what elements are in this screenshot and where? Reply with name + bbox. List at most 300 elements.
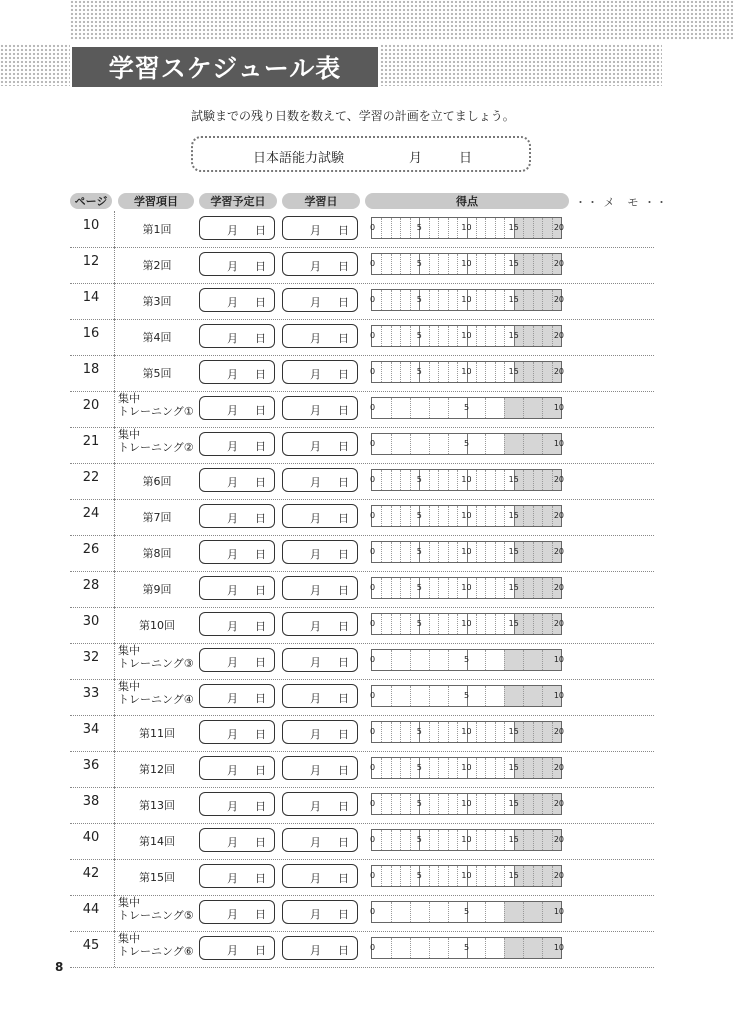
score-tick bbox=[542, 614, 543, 634]
study-date-field[interactable] bbox=[282, 468, 358, 492]
score-tick bbox=[552, 470, 553, 490]
score-tick bbox=[552, 722, 553, 742]
score-tick bbox=[457, 470, 458, 490]
table-row bbox=[0, 283, 733, 319]
score-tick-label: 5 bbox=[416, 259, 422, 268]
study-date-field[interactable] bbox=[282, 252, 358, 276]
table-row bbox=[0, 427, 733, 463]
page-cell: 45 bbox=[82, 938, 100, 953]
score-tick bbox=[438, 218, 439, 238]
score-tick bbox=[429, 326, 430, 346]
study-date-field[interactable] bbox=[282, 684, 358, 708]
score-tick bbox=[476, 614, 477, 634]
row-divider bbox=[114, 391, 115, 427]
planned-date-field[interactable] bbox=[199, 324, 275, 348]
score-tick bbox=[542, 938, 543, 958]
score-tick bbox=[400, 290, 401, 310]
score-tick-label: 15 bbox=[508, 475, 519, 484]
score-scale[interactable] bbox=[371, 793, 562, 815]
score-tick bbox=[429, 578, 430, 598]
memo-field[interactable] bbox=[575, 901, 654, 932]
day-label: 日 bbox=[255, 620, 266, 633]
day-label: 日 bbox=[338, 296, 349, 309]
month-label: 月 bbox=[227, 296, 238, 309]
score-tick bbox=[457, 794, 458, 814]
score-tick bbox=[485, 434, 486, 454]
planned-date-field[interactable] bbox=[199, 756, 275, 780]
planned-date-field[interactable] bbox=[199, 360, 275, 384]
item-cell bbox=[118, 932, 196, 958]
month-label: 月 bbox=[310, 332, 321, 345]
score-scale[interactable] bbox=[371, 397, 562, 419]
score-scale[interactable] bbox=[371, 685, 562, 707]
item-cell bbox=[118, 896, 196, 922]
study-date-field[interactable] bbox=[282, 828, 358, 852]
month-label: 月 bbox=[310, 656, 321, 669]
planned-date-field[interactable] bbox=[199, 936, 275, 960]
study-date-field[interactable] bbox=[282, 792, 358, 816]
score-scale[interactable] bbox=[371, 361, 562, 383]
planned-date-field[interactable] bbox=[199, 252, 275, 276]
item-cell: 第3回 bbox=[142, 295, 172, 308]
score-tick bbox=[542, 326, 543, 346]
study-date-field[interactable] bbox=[282, 288, 358, 312]
score-tick bbox=[533, 362, 534, 382]
score-tick bbox=[429, 722, 430, 742]
score-tick bbox=[410, 650, 411, 670]
score-tick-label: 5 bbox=[463, 907, 470, 916]
score-tick-label: 0 bbox=[370, 547, 376, 556]
score-scale[interactable] bbox=[371, 649, 562, 671]
score-scale[interactable] bbox=[371, 505, 562, 527]
month-label: 月 bbox=[310, 404, 321, 417]
score-tick bbox=[523, 794, 524, 814]
day-label: 日 bbox=[255, 800, 266, 813]
table-row bbox=[0, 247, 733, 283]
day-label: 日 bbox=[338, 368, 349, 381]
memo-field[interactable] bbox=[575, 217, 654, 248]
planned-date-field[interactable] bbox=[199, 720, 275, 744]
score-tick bbox=[533, 794, 534, 814]
score-tick-label: 15 bbox=[508, 547, 519, 556]
study-date-field[interactable] bbox=[282, 540, 358, 564]
score-tick bbox=[457, 866, 458, 886]
score-scale[interactable] bbox=[371, 829, 562, 851]
score-tick-label: 20 bbox=[553, 547, 564, 556]
score-tick bbox=[448, 686, 449, 706]
score-tick-label: 10 bbox=[461, 547, 472, 556]
score-tick bbox=[381, 470, 382, 490]
month-label: 月 bbox=[310, 512, 321, 525]
score-tick bbox=[533, 506, 534, 526]
planned-date-field[interactable] bbox=[199, 540, 275, 564]
day-label: 日 bbox=[338, 800, 349, 813]
page-cell: 16 bbox=[82, 326, 100, 341]
score-tick bbox=[429, 794, 430, 814]
memo-field[interactable] bbox=[575, 829, 654, 860]
study-date-field[interactable] bbox=[282, 612, 358, 636]
score-tick bbox=[485, 326, 486, 346]
score-tick bbox=[523, 218, 524, 238]
score-tick bbox=[504, 614, 505, 634]
score-tick bbox=[410, 326, 411, 346]
score-tick bbox=[533, 578, 534, 598]
memo-field[interactable] bbox=[575, 577, 654, 608]
score-tick bbox=[457, 830, 458, 850]
memo-field[interactable] bbox=[575, 757, 654, 788]
study-date-field[interactable] bbox=[282, 756, 358, 780]
score-tick bbox=[485, 866, 486, 886]
intro-text: 試験までの残り日数を数えて、学習の計画を立てましょう。 bbox=[191, 109, 515, 123]
month-label: 月 bbox=[310, 368, 321, 381]
score-tick bbox=[391, 362, 392, 382]
item-cell: 第4回 bbox=[142, 331, 172, 344]
score-tick bbox=[438, 794, 439, 814]
score-tick-label: 0 bbox=[370, 691, 376, 700]
score-scale[interactable] bbox=[371, 721, 562, 743]
table-row bbox=[0, 571, 733, 607]
score-scale[interactable] bbox=[371, 433, 562, 455]
score-tick bbox=[533, 254, 534, 274]
score-tick-label: 15 bbox=[508, 223, 519, 232]
score-tick bbox=[448, 758, 449, 778]
planned-date-field[interactable] bbox=[199, 648, 275, 672]
score-tick bbox=[410, 866, 411, 886]
score-tick bbox=[542, 758, 543, 778]
planned-date-field[interactable] bbox=[199, 288, 275, 312]
study-date-field[interactable] bbox=[282, 864, 358, 888]
item-cell: 第8回 bbox=[142, 547, 172, 560]
column-header-planned-date: 学習予定日 bbox=[199, 193, 277, 209]
month-label: 月 bbox=[310, 872, 321, 885]
score-tick-label: 0 bbox=[370, 799, 376, 808]
item-line-1: 集中 bbox=[118, 428, 140, 441]
exam-month-label: 月 bbox=[409, 151, 423, 166]
score-tick bbox=[504, 830, 505, 850]
row-divider bbox=[114, 283, 115, 319]
planned-date-field[interactable] bbox=[199, 216, 275, 240]
memo-field[interactable] bbox=[575, 469, 654, 500]
score-tick-label: 10 bbox=[461, 763, 472, 772]
score-tick bbox=[391, 830, 392, 850]
month-label: 月 bbox=[227, 908, 238, 921]
score-scale[interactable] bbox=[371, 253, 562, 275]
month-label: 月 bbox=[227, 548, 238, 561]
score-tick-label: 15 bbox=[508, 871, 519, 880]
score-tick bbox=[429, 614, 430, 634]
score-tick bbox=[429, 434, 430, 454]
score-tick bbox=[400, 758, 401, 778]
score-tick bbox=[523, 542, 524, 562]
memo-field[interactable] bbox=[575, 397, 654, 428]
study-date-field[interactable] bbox=[282, 504, 358, 528]
study-date-field[interactable] bbox=[282, 324, 358, 348]
month-label: 月 bbox=[227, 512, 238, 525]
score-tick-label: 10 bbox=[553, 655, 564, 664]
score-shade bbox=[504, 650, 561, 670]
score-tick bbox=[429, 830, 430, 850]
score-tick bbox=[448, 578, 449, 598]
table-row bbox=[0, 679, 733, 715]
score-tick bbox=[429, 938, 430, 958]
column-header-score: 得点 bbox=[365, 193, 569, 209]
score-tick bbox=[533, 290, 534, 310]
day-label: 日 bbox=[338, 836, 349, 849]
memo-field[interactable] bbox=[575, 361, 654, 392]
score-tick bbox=[400, 578, 401, 598]
month-label: 月 bbox=[310, 836, 321, 849]
score-tick-label: 15 bbox=[508, 331, 519, 340]
score-tick bbox=[400, 830, 401, 850]
score-tick-label: 5 bbox=[416, 583, 422, 592]
score-tick bbox=[495, 290, 496, 310]
item-cell: 第14回 bbox=[139, 835, 175, 848]
planned-date-field[interactable] bbox=[199, 576, 275, 600]
score-tick bbox=[448, 902, 449, 922]
score-tick-label: 10 bbox=[461, 583, 472, 592]
score-scale[interactable] bbox=[371, 937, 562, 959]
score-tick bbox=[410, 506, 411, 526]
memo-field[interactable] bbox=[575, 721, 654, 752]
exam-date-box bbox=[191, 136, 531, 172]
day-label: 日 bbox=[255, 908, 266, 921]
planned-date-field[interactable] bbox=[199, 828, 275, 852]
score-tick bbox=[504, 650, 505, 670]
score-tick bbox=[476, 326, 477, 346]
page-cell: 42 bbox=[82, 866, 100, 881]
score-tick bbox=[485, 794, 486, 814]
score-tick bbox=[400, 254, 401, 274]
page-cell: 38 bbox=[82, 794, 100, 809]
score-scale[interactable] bbox=[371, 541, 562, 563]
planned-date-field[interactable] bbox=[199, 792, 275, 816]
row-divider bbox=[114, 823, 115, 859]
planned-date-field[interactable] bbox=[199, 504, 275, 528]
item-cell: 第7回 bbox=[142, 511, 172, 524]
day-label: 日 bbox=[255, 656, 266, 669]
score-tick bbox=[504, 398, 505, 418]
page-cell: 34 bbox=[82, 722, 100, 737]
score-tick-label: 10 bbox=[461, 799, 472, 808]
score-scale[interactable] bbox=[371, 469, 562, 491]
score-tick bbox=[457, 758, 458, 778]
memo-field[interactable] bbox=[575, 541, 654, 572]
page-title: 学習スケジュール表 bbox=[72, 47, 378, 87]
score-tick-label: 5 bbox=[416, 223, 422, 232]
score-tick bbox=[381, 614, 382, 634]
month-label: 月 bbox=[310, 476, 321, 489]
score-tick bbox=[457, 722, 458, 742]
score-tick bbox=[504, 866, 505, 886]
score-tick bbox=[438, 290, 439, 310]
item-line-2: トレーニング③ bbox=[118, 657, 194, 670]
item-cell: 第1回 bbox=[142, 223, 172, 236]
score-tick bbox=[429, 902, 430, 922]
memo-field[interactable] bbox=[575, 865, 654, 896]
score-scale[interactable] bbox=[371, 289, 562, 311]
table-row bbox=[0, 751, 733, 787]
score-tick bbox=[485, 506, 486, 526]
memo-field[interactable] bbox=[575, 433, 654, 464]
day-label: 日 bbox=[255, 476, 266, 489]
planned-date-field[interactable] bbox=[199, 612, 275, 636]
planned-date-field[interactable] bbox=[199, 864, 275, 888]
memo-field[interactable] bbox=[575, 685, 654, 716]
score-tick-label: 5 bbox=[463, 943, 470, 952]
score-scale[interactable] bbox=[371, 325, 562, 347]
planned-date-field[interactable] bbox=[199, 684, 275, 708]
score-tick bbox=[542, 578, 543, 598]
score-tick bbox=[523, 326, 524, 346]
score-scale[interactable] bbox=[371, 613, 562, 635]
month-label: 月 bbox=[310, 296, 321, 309]
page-cell: 18 bbox=[82, 362, 100, 377]
planned-date-field[interactable] bbox=[199, 396, 275, 420]
score-tick bbox=[542, 686, 543, 706]
score-tick-label: 0 bbox=[370, 295, 376, 304]
month-label: 月 bbox=[227, 260, 238, 273]
page-cell: 44 bbox=[82, 902, 100, 917]
score-tick-label: 10 bbox=[553, 439, 564, 448]
score-tick-label: 5 bbox=[463, 691, 470, 700]
score-shade bbox=[504, 938, 561, 958]
score-tick bbox=[476, 866, 477, 886]
study-date-field[interactable] bbox=[282, 900, 358, 924]
memo-field[interactable] bbox=[575, 505, 654, 536]
score-tick bbox=[410, 578, 411, 598]
memo-field[interactable] bbox=[575, 289, 654, 320]
score-tick-label: 5 bbox=[463, 439, 470, 448]
month-label: 月 bbox=[227, 620, 238, 633]
score-tick bbox=[476, 794, 477, 814]
planned-date-field[interactable] bbox=[199, 468, 275, 492]
row-divider bbox=[114, 859, 115, 895]
memo-field[interactable] bbox=[575, 937, 654, 968]
score-tick bbox=[457, 254, 458, 274]
score-tick bbox=[448, 794, 449, 814]
score-scale[interactable] bbox=[371, 217, 562, 239]
score-tick-label: 0 bbox=[370, 439, 376, 448]
row-divider bbox=[114, 535, 115, 571]
memo-field[interactable] bbox=[575, 253, 654, 284]
score-tick bbox=[448, 470, 449, 490]
score-scale[interactable] bbox=[371, 865, 562, 887]
score-tick-label: 20 bbox=[553, 619, 564, 628]
score-tick bbox=[504, 722, 505, 742]
page-cell: 14 bbox=[82, 290, 100, 305]
score-tick-label: 5 bbox=[416, 295, 422, 304]
study-date-field[interactable] bbox=[282, 720, 358, 744]
score-tick-label: 0 bbox=[370, 331, 376, 340]
score-tick bbox=[391, 470, 392, 490]
study-date-field[interactable] bbox=[282, 576, 358, 600]
study-date-field[interactable] bbox=[282, 936, 358, 960]
score-tick bbox=[523, 290, 524, 310]
score-tick bbox=[504, 902, 505, 922]
score-tick bbox=[542, 470, 543, 490]
score-scale[interactable] bbox=[371, 577, 562, 599]
score-tick-label: 10 bbox=[553, 907, 564, 916]
column-header-study-date: 学習日 bbox=[282, 193, 360, 209]
score-tick bbox=[533, 866, 534, 886]
score-tick bbox=[523, 470, 524, 490]
score-tick bbox=[400, 470, 401, 490]
score-tick bbox=[542, 866, 543, 886]
table-row bbox=[0, 643, 733, 679]
exam-day-label: 日 bbox=[459, 151, 473, 166]
score-tick bbox=[552, 866, 553, 886]
score-tick bbox=[504, 470, 505, 490]
item-line-2: トレーニング① bbox=[118, 405, 194, 418]
table-row bbox=[0, 787, 733, 823]
score-tick bbox=[448, 830, 449, 850]
score-tick bbox=[457, 506, 458, 526]
score-tick bbox=[410, 542, 411, 562]
score-tick-label: 10 bbox=[553, 943, 564, 952]
score-tick bbox=[533, 722, 534, 742]
study-date-field[interactable] bbox=[282, 396, 358, 420]
score-tick bbox=[495, 866, 496, 886]
study-date-field[interactable] bbox=[282, 360, 358, 384]
score-tick-label: 10 bbox=[461, 871, 472, 880]
score-tick bbox=[429, 254, 430, 274]
row-divider bbox=[114, 643, 115, 679]
day-label: 日 bbox=[255, 584, 266, 597]
day-label: 日 bbox=[255, 836, 266, 849]
study-date-field[interactable] bbox=[282, 648, 358, 672]
score-tick bbox=[495, 722, 496, 742]
item-cell bbox=[118, 644, 196, 670]
score-tick bbox=[476, 254, 477, 274]
exam-label: 日本語能力試験 bbox=[253, 151, 345, 166]
score-tick bbox=[542, 434, 543, 454]
score-tick bbox=[504, 938, 505, 958]
table-row bbox=[0, 859, 733, 895]
day-label: 日 bbox=[255, 764, 266, 777]
score-tick bbox=[410, 614, 411, 634]
planned-date-field[interactable] bbox=[199, 432, 275, 456]
score-tick bbox=[391, 290, 392, 310]
memo-field[interactable] bbox=[575, 649, 654, 680]
score-tick bbox=[448, 434, 449, 454]
score-tick-label: 10 bbox=[461, 727, 472, 736]
item-line-2: トレーニング⑤ bbox=[118, 909, 194, 922]
planned-date-field[interactable] bbox=[199, 900, 275, 924]
score-tick-label: 20 bbox=[553, 871, 564, 880]
study-date-field[interactable] bbox=[282, 216, 358, 240]
score-tick-label: 0 bbox=[370, 727, 376, 736]
item-line-2: トレーニング⑥ bbox=[118, 945, 194, 958]
column-header-page: ページ bbox=[70, 193, 112, 209]
score-tick-label: 20 bbox=[553, 367, 564, 376]
score-tick bbox=[523, 650, 524, 670]
score-scale[interactable] bbox=[371, 757, 562, 779]
memo-field[interactable] bbox=[575, 613, 654, 644]
score-tick-label: 20 bbox=[553, 727, 564, 736]
score-tick bbox=[381, 290, 382, 310]
study-date-field[interactable] bbox=[282, 432, 358, 456]
item-cell bbox=[118, 680, 196, 706]
score-tick bbox=[457, 290, 458, 310]
memo-field[interactable] bbox=[575, 325, 654, 356]
score-scale[interactable] bbox=[371, 901, 562, 923]
score-tick bbox=[391, 542, 392, 562]
day-label: 日 bbox=[338, 692, 349, 705]
score-tick bbox=[523, 398, 524, 418]
memo-field[interactable] bbox=[575, 793, 654, 824]
score-tick bbox=[457, 542, 458, 562]
score-tick bbox=[552, 794, 553, 814]
